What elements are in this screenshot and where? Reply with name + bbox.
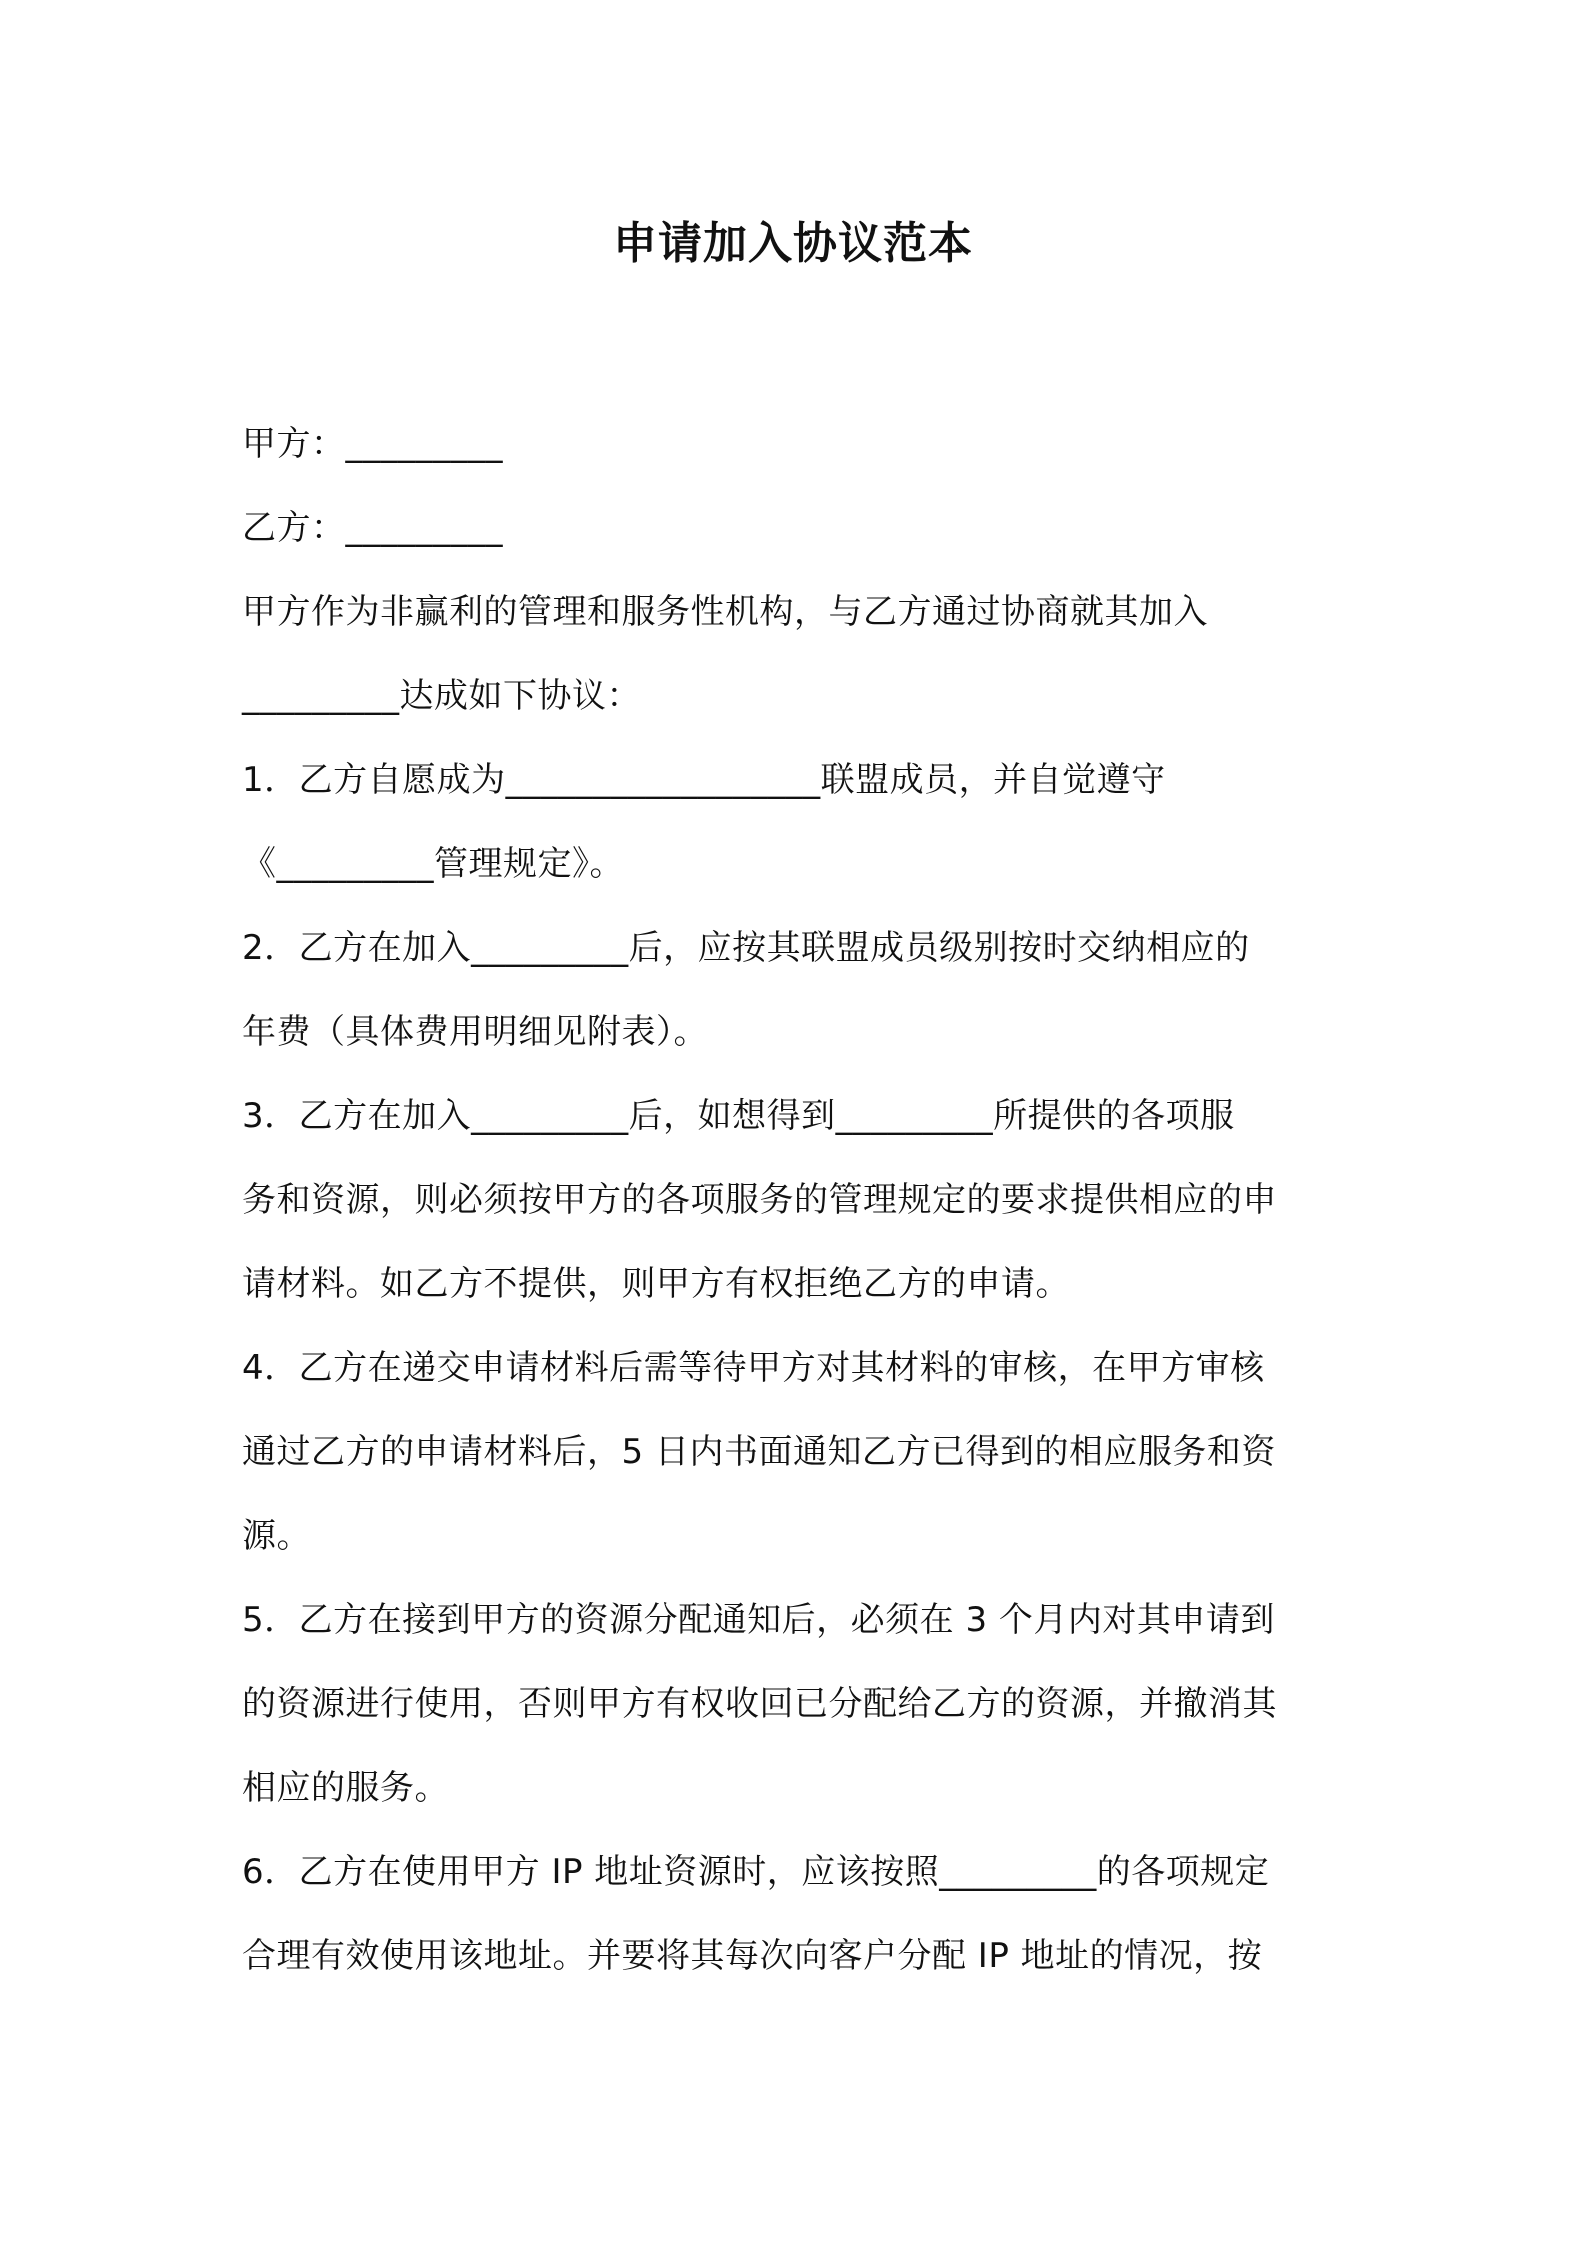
clause-4-line: 4．乙方在递交申请材料后需等待甲方对其材料的审核，在甲方审核 [242,1348,1265,1388]
clause-5-line: 5．乙方在接到甲方的资源分配通知后，必须在 3 个月内对其申请到 [242,1600,1275,1640]
intro-line: _________达成如下协议： [242,676,641,716]
document-title: 申请加入协议范本 [613,218,973,269]
clause-6-line: 合理有效使用该地址。并要将其每次向客户分配 IP 地址的情况，按 [242,1936,1263,1976]
party-a-line: 甲方：_________ [242,424,503,464]
clause-2-line: 2．乙方在加入_________后，应按其联盟成员级别按时交纳相应的 [242,928,1250,968]
clause-3-line: 3．乙方在加入_________后，如想得到_________所提供的各项服 [242,1096,1235,1136]
document-body [242,402,1362,1998]
clause-2-line: 年费（具体费用明细见附表）。 [242,1012,708,1052]
clause-1-line: 《_________管理规定》。 [242,844,624,884]
clause-3-line: 请材料。如乙方不提供，则甲方有权拒绝乙方的申请。 [242,1264,1070,1304]
intro-line: 甲方作为非赢利的管理和服务性机构，与乙方通过协商就其加入 [242,592,1208,632]
clause-1-line: 1．乙方自愿成为__________________联盟成员，并自觉遵守 [242,760,1166,800]
clause-4-line: 通过乙方的申请材料后，5 日内书面通知乙方已得到的相应服务和资 [242,1432,1276,1472]
party-b-line: 乙方：_________ [242,508,503,548]
clause-6-line: 6．乙方在使用甲方 IP 地址资源时，应该按照_________的各项规定 [242,1852,1270,1892]
clause-5-line: 的资源进行使用，否则甲方有权收回已分配给乙方的资源，并撤消其 [242,1684,1277,1724]
clause-3-line: 务和资源，则必须按甲方的各项服务的管理规定的要求提供相应的申 [242,1180,1277,1220]
clause-4-line: 源。 [242,1516,311,1556]
clause-5-line: 相应的服务。 [242,1768,449,1808]
